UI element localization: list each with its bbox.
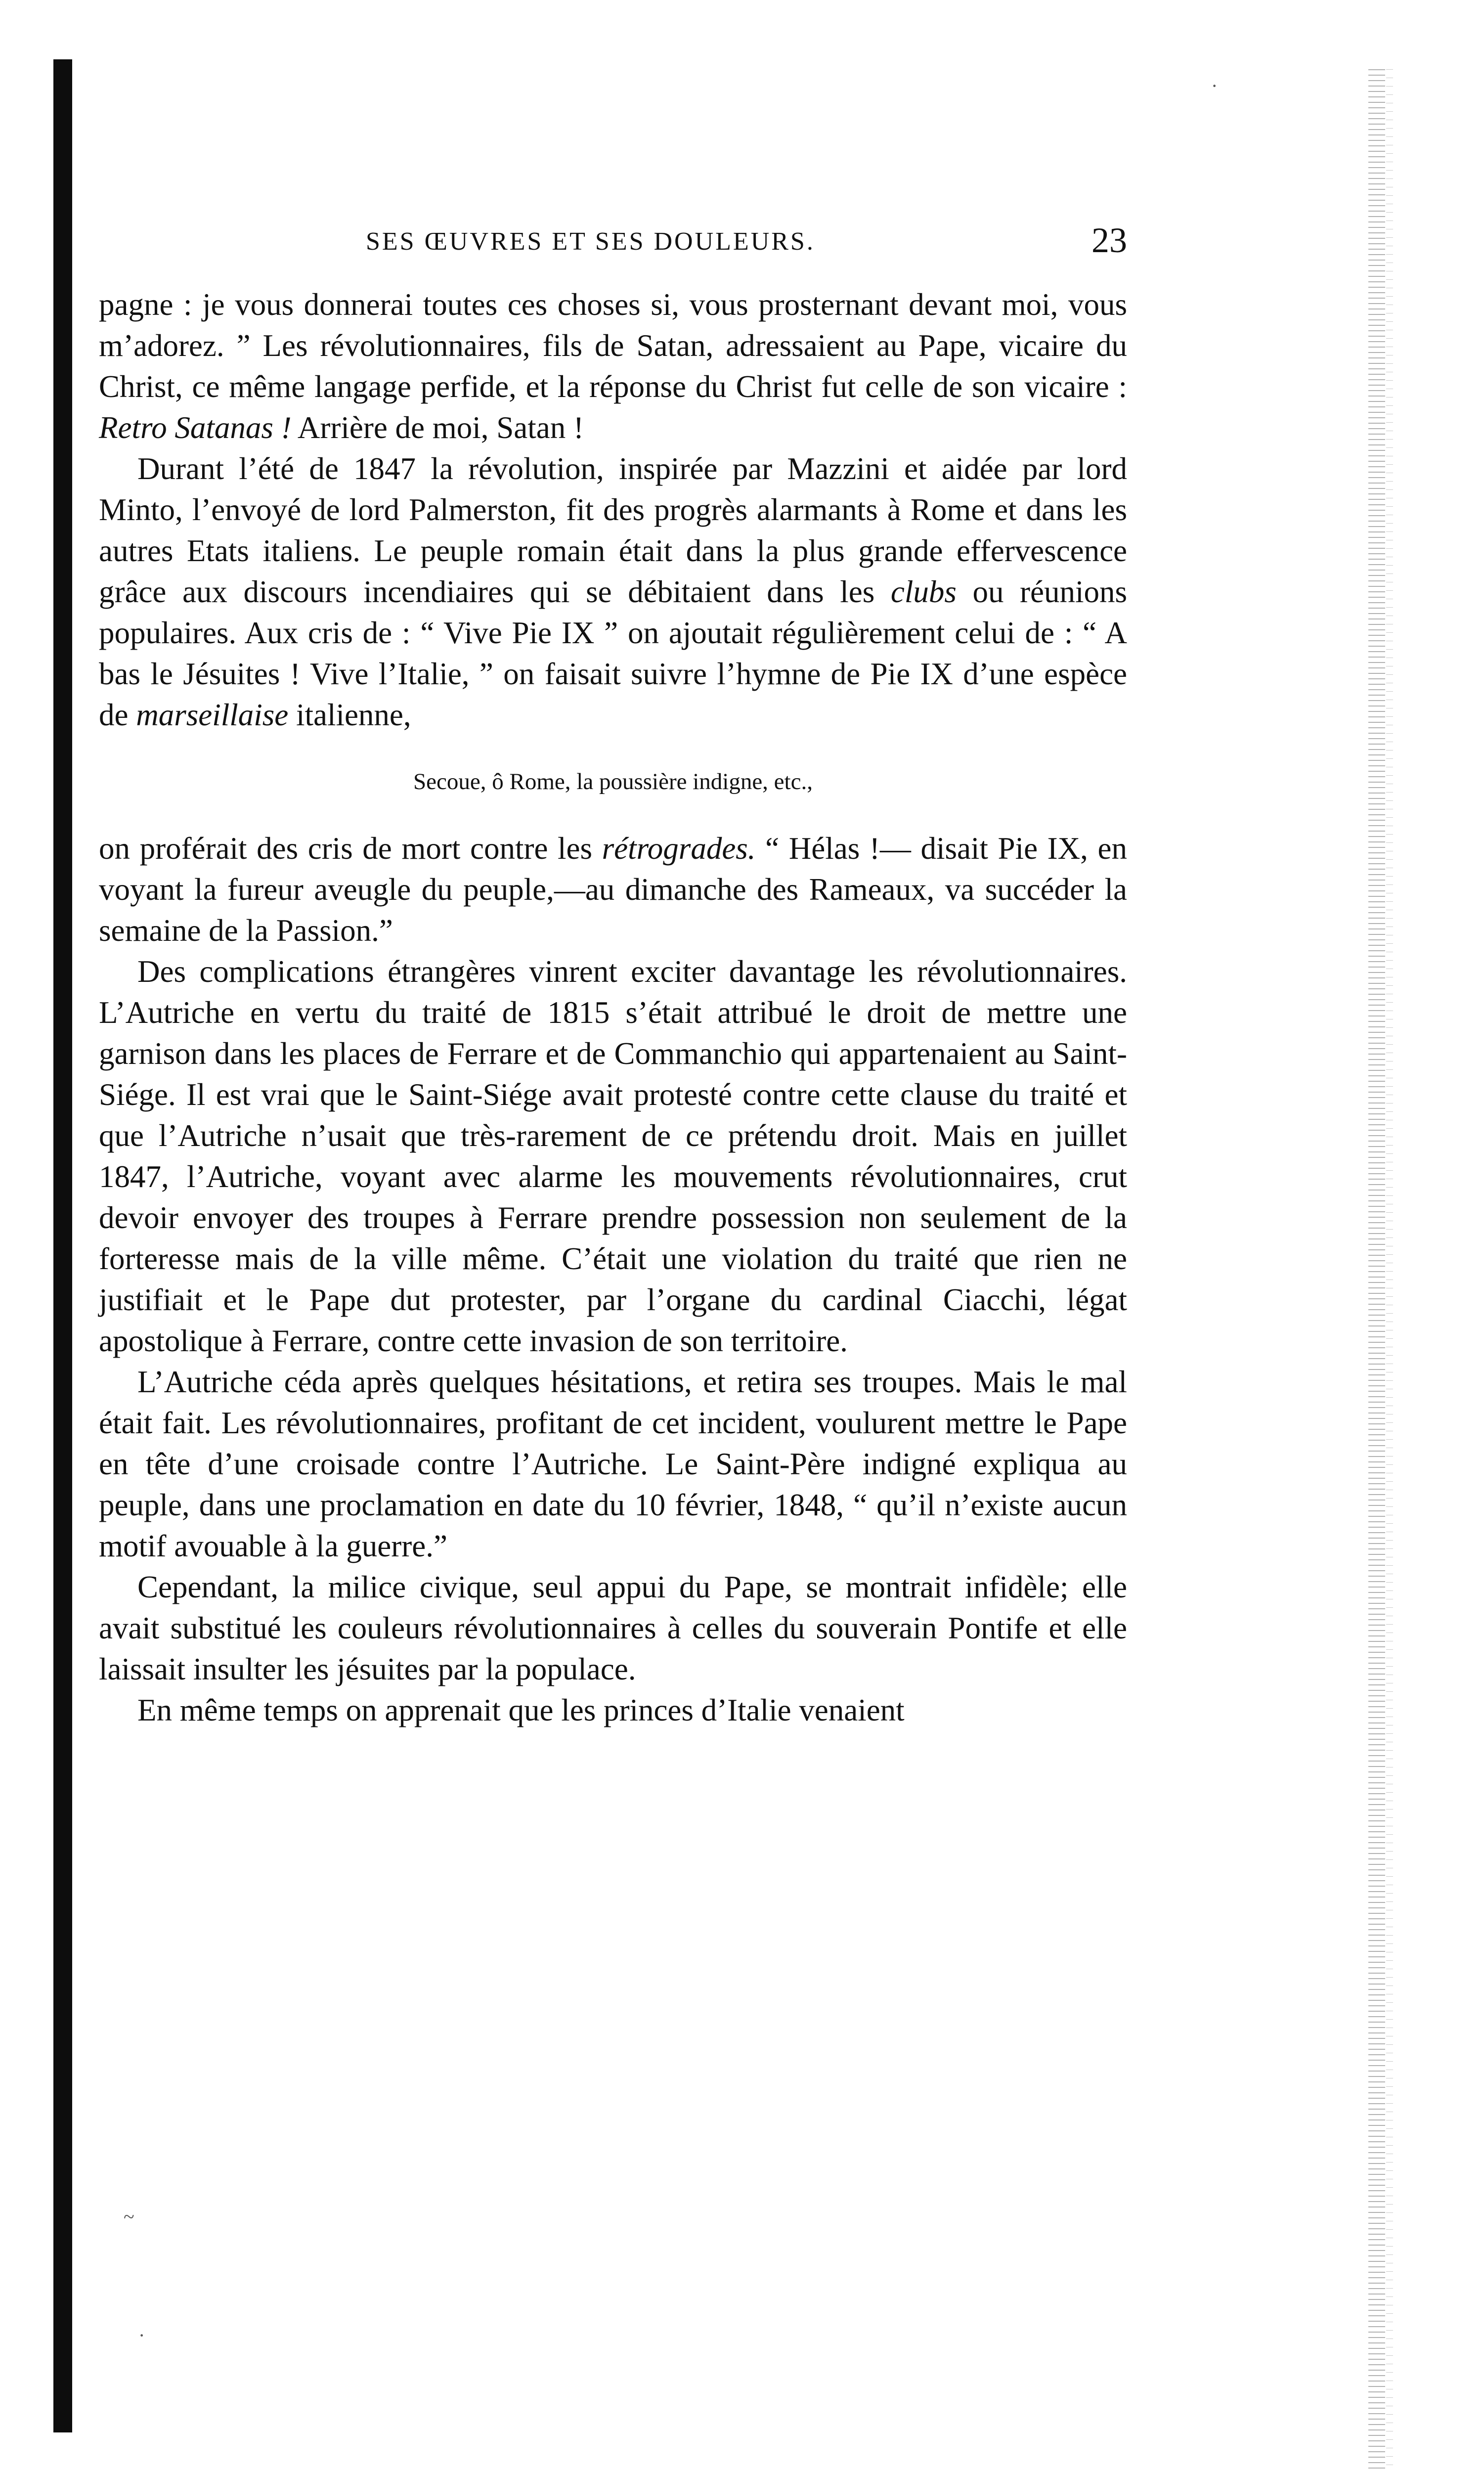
paragraph-7: En même temps on apprenait que les princes d’Italie venaient [137,1693,905,1727]
paragraph-4: Des complications étrangères vinrent exciter davantage les révolutionnaires. L’Autriche en vertu du traité de 1815 s’était attribué le droit de mettre une garnison dans les places de Ferrare et de Commanchio qui appartenaient au Saint-Siége. Il est vrai que le Saint-Siége avait protesté contre cette clause du traité et que l’Autriche n’usait que très-rarement de ce prétendu droit. Mais en juillet 1847, l’Autriche, voyant avec alarme les mouvements révolutionnaires, crut devoir envoyer des troupes à Ferrare prendre possession non seulement de la forteresse mais de la ville même. C’était une violation du traité que rien ne justifiait et le Pape dut protester, par l’organe du cardinal Ciacchi, légat apostolique à Ferrare, contre cette invasion de son territoire. [99,954,1127,1358]
paragraph-6: Cependant, la milice civique, seul appui du Pape, se montrait infidèle; elle avait substitué les couleurs révolutionnaires à celles du souverain Pontife et elle laissait insulter les jésuites par la populace. [99,1570,1127,1686]
paragraph-3-text-b: “ Hélas !— disait Pie IX, en voyant la fureur aveugle du peuple,—au dimanche des Rameaux, va succéder la semaine de la Passion.” [99,831,1127,948]
page-edge-speckle-secondary [1386,69,1393,2472]
scan-speck: · [138,2324,145,2346]
paragraph-2-text-b: ou réunions populaires. Aux cris de : “ Vive Pie IX ” on ajoutait régulièrement celui de : “ A bas le Jésuites ! Vive l’Italie, ” on faisait suivre l’hymne de Pie IX d’une espèce de [99,574,1127,732]
epigraph-quote: Secoue, ô Rome, la poussière indigne, etc., [413,769,813,795]
paragraph-2-italic-marseillaise: marseillaise [136,698,289,732]
body-text [99,284,1127,1731]
paragraph-2-italic-clubs: clubs [890,574,957,609]
paragraph-1-text-b: Arrière de moi, Satan ! [291,410,584,445]
paragraph-5: L’Autriche céda après quelques hésitations, et retira ses troupes. Mais le mal était fait. Les révolutionnaires, profitant de cet incident, voulurent mettre le Pape en tête d’une croisade contre l’Autriche. Le Saint-Père indigné expliqua au peuple, dans une proclamation en date du 10 février, 1848, “ qu’il n’existe aucun motif avouable à la guerre.” [99,1365,1127,1563]
page-edge-speckle [1368,69,1385,2472]
page-number: 23 [1091,221,1127,260]
paragraph-2-text-c: italienne, [288,698,411,732]
paragraph-1 [99,284,1127,448]
paragraph-3-italic: rétrogrades. [602,831,756,866]
paragraph-1-text-a: pagne : je vous donnerai toutes ces choses si, vous prosternant devant moi, vous m’adorez. ” Les révolutionnaires, fils de Satan, adressaient au Pape, vicaire du Christ, ce même langage perfide, et la réponse du Christ fut celle de son vicaire : [99,287,1127,404]
paragraph-2-text-a: Durant l’été de 1847 la révolution, inspirée par Mazzini et aidée par lord Minto, l’envoyé de lord Palmerston, fit des progrès alarmants à Rome et dans les autres Etats italiens. Le peuple romain était dans la plus grande effervescence grâce aux discours incendiaires qui se débitaient dans les [99,451,1127,609]
binding-shadow [53,59,72,2432]
paragraph-3 [99,828,1127,951]
scan-speck: · [1211,75,1218,97]
paragraph-3-text-a: on proférait des cris de mort contre les [99,831,602,866]
running-header [99,220,1127,265]
running-title: SES ŒUVRES ET SES DOULEURS. [366,227,815,256]
paragraph-1-italic: Retro Satanas ! [99,410,292,445]
paragraph-2 [99,448,1127,736]
scan-speck: ~ [124,2206,134,2228]
